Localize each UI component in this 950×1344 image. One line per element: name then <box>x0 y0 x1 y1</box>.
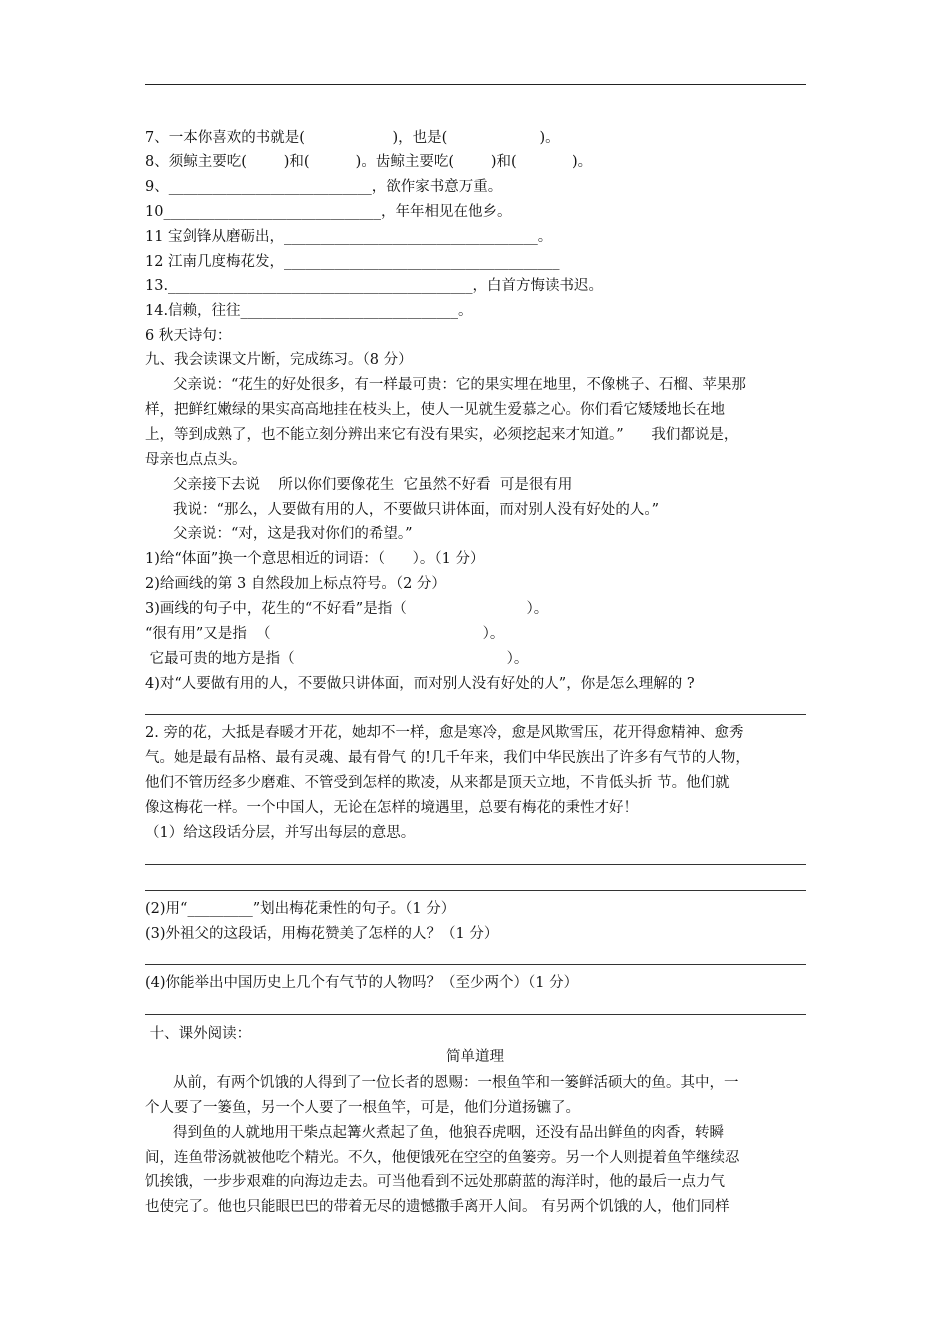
blank-item-11: 11 宝剑锋从磨砺出，___________________________________。 <box>145 229 553 245</box>
story-para1-line: 个人要了一篓鱼，另一个人要了一根鱼竿，可是，他们分道扬镳了。 <box>145 1100 580 1116</box>
story-para1-line: 从前，有两个饥饿的人得到了一位长者的恩赐：一根鱼竿和一篓鲜活硕大的鱼。其中，一 <box>173 1075 739 1091</box>
section9-para1-line: 母亲也点点头。 <box>145 452 247 468</box>
story-para2-line: 饥挨饿，一步步艰难的向海边走去。可当他看到不远处那蔚蓝的海洋时，他的最后一点力气 <box>145 1174 725 1190</box>
answer-line[interactable] <box>145 1014 806 1015</box>
answer-line[interactable] <box>145 890 806 891</box>
passage2-question-4: (4)你能举出中国历史上几个有气节的人物吗？（至少两个）（1 分） <box>145 975 579 991</box>
passage2-line: 像这梅花一样。一个中国人，无论在怎样的境遇里，总要有梅花的秉性才好！ <box>145 800 638 816</box>
blank-item-10: 10______________________________，年年相见在他乡。 <box>145 204 512 220</box>
section9-para2: 父亲接下去说 所以你们要像花生 它虽然不好看 可是很有用 <box>173 477 573 493</box>
section9-para1-line: 上，等到成熟了，也不能立刻分辨出来它有没有果实，必须挖起来才知道。” 我们都说是， <box>145 427 739 443</box>
section9-question-4: 4)对“人要做有用的人，不要做只讲体面，而对别人没有好处的人”，你是怎么理解的 ? <box>145 676 695 692</box>
section9-question-3: 3)画线的句子中，花生的“不好看”是指（ ）。 <box>145 601 549 617</box>
passage2-question-3: (3)外祖父的这段话，用梅花赞美了怎样的人？（1 分） <box>145 926 499 942</box>
blank-item-14: 14.信赖，往往______________________________。 <box>145 303 473 319</box>
answer-line[interactable] <box>145 964 806 965</box>
passage2-question-1: （1）给这段话分层，并写出每层的意思。 <box>145 825 416 841</box>
section10-heading: 十、课外阅读： <box>145 1026 252 1042</box>
blank-item-13: 13.__________________________________________，白首方悔读书迟。 <box>145 278 604 294</box>
answer-line[interactable] <box>145 714 806 715</box>
blank-item-8: 8、须鲸主要吃( )和( )。齿鲸主要吃( )和( )。 <box>145 154 593 170</box>
story-para2-line: 得到鱼的人就地用干柴点起篝火煮起了鱼，他狼吞虎咽，还没有品出鲜鱼的肉香，转瞬 <box>173 1125 724 1141</box>
story-para2-line: 也使完了。他也只能眼巴巴的带着无尽的遗憾撒手离开人间。 有另两个饥饿的人，他们同样 <box>145 1199 730 1215</box>
blank-item-7: 7、一本你喜欢的书就是( )，也是( )。 <box>145 130 560 146</box>
section9-para3: 我说：“那么，人要做有用的人，不要做只讲体面，而对别人没有好处的人。” <box>173 502 660 518</box>
section9-para1-line: 样，把鲜红嫩绿的果实高高地挂在枝头上，使人一见就生爱慕之心。你们看它矮矮地长在地 <box>145 402 725 418</box>
section9-para4: 父亲说：“对，这是我对你们的希望。” <box>173 526 413 542</box>
autumn-poem-item: 6 秋天诗句： <box>145 328 232 344</box>
blank-item-9: 9、____________________________，欲作家书意万重。 <box>145 179 503 195</box>
section9-question-2: 2)给画线的第 3 自然段加上标点符号。（2 分） <box>145 576 446 592</box>
blank-item-12: 12 江南几度梅花发，______________________________________ <box>145 254 560 270</box>
header-rule <box>145 84 806 85</box>
passage2-line: 气。她是最有品格、最有灵魂、最有骨气 的!几千年来，我们中华民族出了许多有气节的人物， <box>145 750 750 766</box>
section9-question-1: 1)给“体面”换一个意思相近的词语：（ ）。（1 分） <box>145 551 485 567</box>
section9-question-3c: 它最可贵的地方是指（ ）。 <box>145 651 529 667</box>
answer-line[interactable] <box>145 864 806 865</box>
section9-heading: 九、我会读课文片断，完成练习。（8 分） <box>145 352 413 368</box>
story-title: 简单道理 <box>446 1049 504 1065</box>
passage2-question-2: (2)用“_________”划出梅花秉性的句子。（1 分） <box>145 901 456 917</box>
section9-para1-line: 父亲说：“花生的好处很多，有一样最可贵：它的果实埋在地里，不像桃子、石榴、苹果那 <box>173 377 746 393</box>
passage2-line: 2. 旁的花，大抵是春暖才开花，她却不一样，愈是寒冷，愈是风欺雪压，花开得愈精神、愈秀 <box>145 725 744 741</box>
section9-question-3b: “很有用”又是指 （ ）。 <box>145 626 505 642</box>
passage2-line: 他们不管历经多少磨难、不管受到怎样的欺凌，从来都是顶天立地，不肯低头折 节。他们就 <box>145 775 730 791</box>
story-para2-line: 间，连鱼带汤就被他吃个精光。不久，他便饿死在空空的鱼篓旁。另一个人则提着鱼竿继续忍 <box>145 1150 740 1166</box>
